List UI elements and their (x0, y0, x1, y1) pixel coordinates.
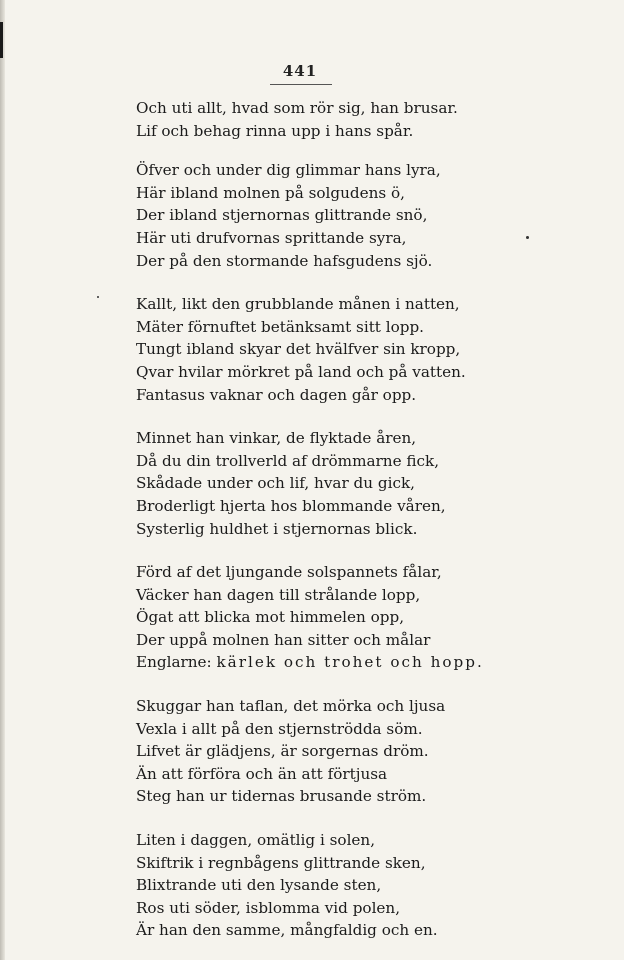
page-number-rule (270, 84, 332, 85)
verse-line: Skiftrik i regnbågens glittrande sken, (136, 853, 426, 872)
ink-speck (526, 236, 529, 239)
verse-line: Qvar hvilar mörkret på land och på vatten. (136, 362, 466, 381)
verse-line: Ögat att blicka mot himmelen opp, (136, 608, 405, 627)
verse-line: Är han den samme, mångfaldig och en. (136, 921, 438, 940)
verse-line: Skådade under och lif, hvar du gick, (136, 474, 415, 493)
verse-line: Steg han ur tidernas brusande ström. (136, 787, 427, 806)
verse-line: Då du din trollverld af drömmarne fick, (136, 451, 440, 470)
verse-line: Fantasus vaknar och dagen går opp. (136, 385, 417, 404)
spaced-emphasis-text: kärlek och trohet och hopp. (216, 653, 484, 672)
verse-line: Och uti allt, hvad som rör sig, han brusar. (136, 99, 458, 117)
verse-line: Mäter förnuftet betänksamt sitt lopp. (136, 317, 425, 336)
verse-line: Liten i daggen, omätlig i solen, (136, 831, 376, 850)
verse-line: Väcker han dagen till strålande lopp, (136, 585, 421, 604)
verse-line: Ros uti söder, isblomma vid polen, (136, 898, 401, 917)
stanza-1 (136, 97, 496, 142)
page-binding-edge (0, 0, 5, 960)
verse-line: Systerlig huldhet i stjernornas blick. (136, 519, 418, 538)
stanza-3 (136, 293, 496, 406)
verse-line: Här uti drufvornas sprittande syra, (136, 228, 407, 247)
verse-line: Öfver och under dig glimmar hans lyra, (136, 161, 441, 180)
verse-line: Der på den stormande hafsgudens sjö. (136, 251, 433, 270)
verse-line: Der ibland stjernornas glittrande snö, (136, 206, 428, 225)
verse-line: Skuggar han taflan, det mörka och ljusa (136, 697, 446, 716)
verse-line: Förd af det ljungande solspannets fålar, (136, 563, 442, 582)
page-number: 441 (282, 62, 318, 80)
stanza-2 (136, 159, 496, 272)
poem (136, 97, 496, 942)
verse-line: Blixtrande uti den lysande sten, (136, 876, 382, 895)
verse-line-prefix: Englarne: (136, 653, 217, 672)
ink-speck (97, 296, 99, 298)
verse-line: Lifvet är glädjens, är sorgernas dröm. (136, 742, 429, 761)
stanza-5 (136, 561, 496, 674)
stanza-7 (136, 829, 496, 942)
verse-line: Der uppå molnen han sitter och målar (136, 630, 431, 649)
verse-line: Tungt ibland skyar det hvälfver sin kropp, (136, 340, 461, 359)
verse-line-emphasis (136, 651, 496, 674)
binding-mark (0, 22, 3, 58)
verse-line: Lif och behag rinna upp i hans spår. (136, 121, 414, 140)
verse-line: Vexla i allt på den stjernströdda söm. (136, 719, 423, 738)
verse-line: Kallt, likt den grubblande månen i natten, (136, 295, 460, 314)
verse-line: Minnet han vinkar, de flyktade åren, (136, 429, 417, 448)
stanza-4 (136, 427, 496, 540)
verse-line: Här ibland molnen på solgudens ö, (136, 183, 405, 202)
stanza-6 (136, 695, 496, 808)
verse-line: Broderligt hjerta hos blommande våren, (136, 496, 446, 515)
verse-line: Än att förföra och än att förtjusa (136, 764, 388, 783)
